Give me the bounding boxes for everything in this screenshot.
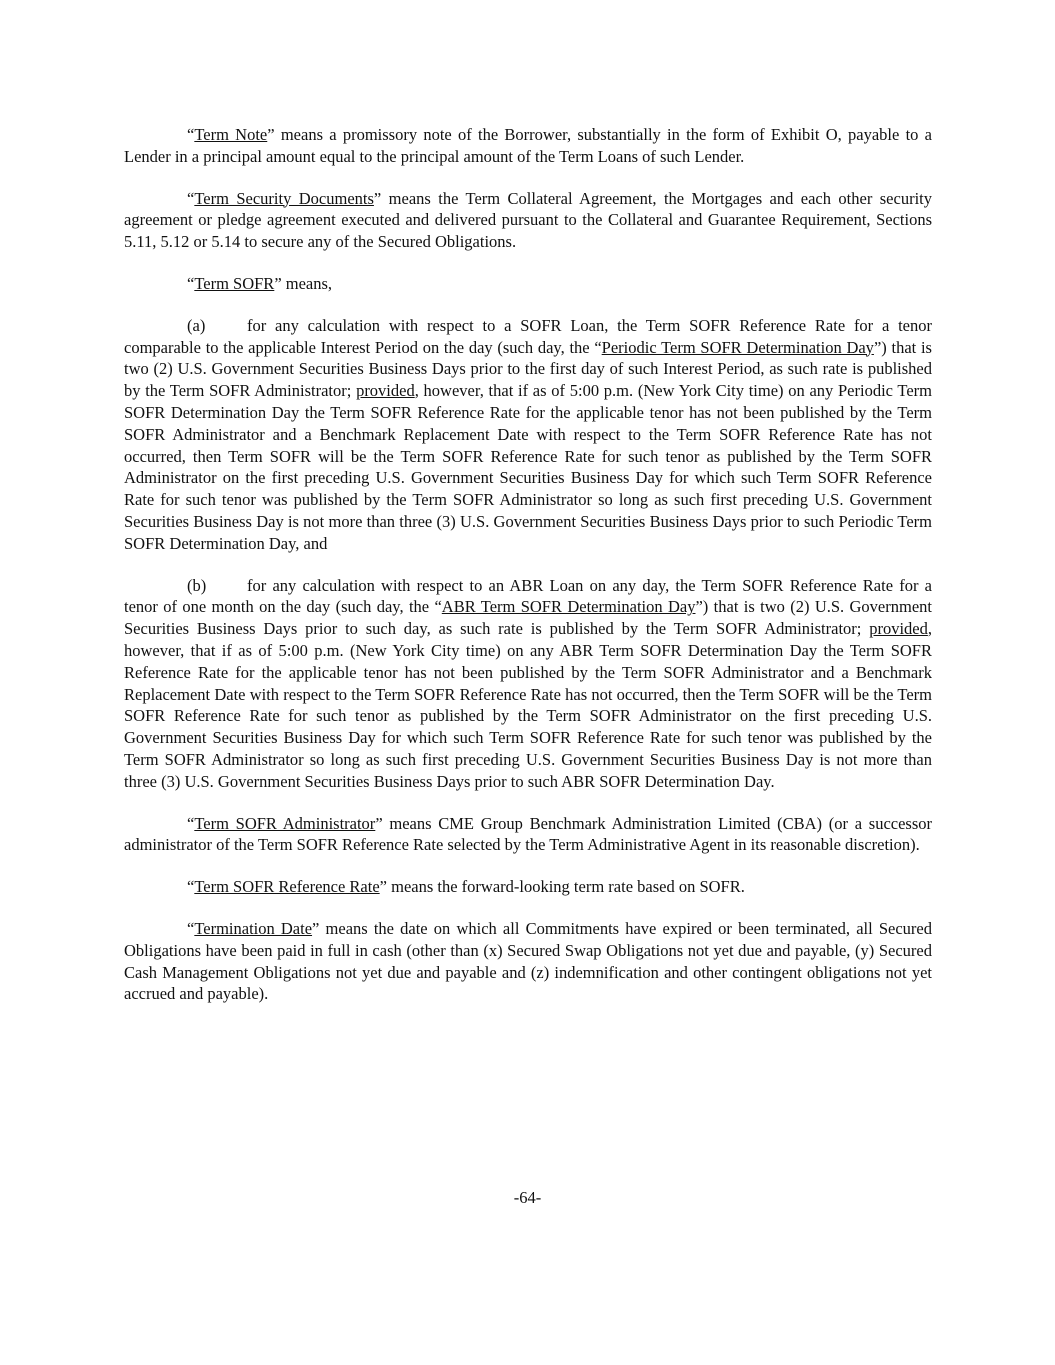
defined-term: ABR Term SOFR Determination Day xyxy=(441,597,696,617)
clause-text: ”) that is two (2) U.S. Government Securities Business Days prior to such day, as such rate is published by the Term SOFR Administrator; xyxy=(124,597,932,639)
clause-text: for any calculation with respect to a SOFR Loan, the Term SOFR Reference Rate for a tenor comparable to the applicable Interest Period on the day (such day, the “ xyxy=(124,315,932,357)
defined-term: Termination Date xyxy=(194,918,313,938)
definition-body: means a promissory note of the Borrower, substantially in the form of Exhibit O, payable to a Lender in a principal amount equal to the principal amount of the Term Loans of such Lender. xyxy=(124,125,932,166)
close-quote: ” xyxy=(274,273,282,293)
definition-term-sofr-administrator xyxy=(124,813,932,857)
close-quote: ” xyxy=(312,918,320,938)
defined-term: Term SOFR Reference Rate xyxy=(194,877,380,897)
provided-term: provided xyxy=(869,619,928,639)
open-quote: “ xyxy=(187,877,195,897)
provided-term: provided xyxy=(356,381,415,401)
defined-term: Periodic Term SOFR Determination Day xyxy=(601,337,874,357)
term-sofr-clause-a xyxy=(124,315,932,555)
definition-term-sofr-reference-rate xyxy=(124,876,932,898)
clause-text: , however, that if as of 5:00 p.m. (New York City time) on any ABR Term SOFR Determination Day the Term SOFR Reference Rate for the applicable tenor has not been published by the Term SOFR Administrator and a Benchmark Replacement Date with respect to the Term SOFR Reference Rate has not occurred, then the Term SOFR will be the Term SOFR Reference Rate for such tenor as published by the Term SOFR Administrator on the first preceding U.S. Government Securities Business Day for which such Term SOFR Reference Rate for such tenor was published by the Term SOFR Administrator so long as such first preceding U.S. Government Securities Business Day is not more than three (3) U.S. Government Securities Business Days prior to such ABR SOFR Determination Day. xyxy=(124,619,932,791)
open-quote: “ xyxy=(187,188,195,208)
definition-body: means the forward-looking term rate based on SOFR. xyxy=(386,877,745,897)
close-quote: ” xyxy=(375,813,383,833)
open-quote: “ xyxy=(187,918,195,938)
page-number: -64- xyxy=(513,1188,542,1207)
open-quote: “ xyxy=(187,273,195,293)
close-quote: ” xyxy=(267,125,275,144)
defined-term: Term Security Documents xyxy=(194,188,374,208)
definition-body: means the Term Collateral Agreement, the Mortgages and each other security agreement or pledge agreement executed and delivered pursuant to the Collateral and Guarantee Requirement, Sections 5.11, 5.12 or 5.14 to secure any of the Secured Obligations. xyxy=(124,188,932,252)
definition-body: means the date on which all Commitments have expired or been terminated, all Secured Obligations have been paid in full in cash (other than (x) Secured Swap Obligations not yet due and payable, (y) Secured Cash Management Obligations not yet due and payable and (z) indemnification and other contingent obligations not yet accrued and payable). xyxy=(124,918,932,1004)
definition-term-sofr xyxy=(124,273,932,295)
clause-text: for any calculation with respect to an ABR Loan on any day, the Term SOFR Reference Rate for a tenor of one month on the day (such day, the “ xyxy=(124,575,932,617)
clause-label: (a) xyxy=(187,315,206,335)
definition-body: means, xyxy=(281,273,333,293)
clause-label: (b) xyxy=(187,575,207,595)
clause-text: , however, that if as of 5:00 p.m. (New York City time) on any Periodic Term SOFR Determination Day the Term SOFR Reference Rate for the applicable tenor has not been published by the Term SOFR Administrator and a Benchmark Replacement Date with respect to the Term SOFR Reference Rate has not occurred, then Term SOFR will be the Term SOFR Reference Rate for such tenor as published by the Term SOFR Administrator on the first preceding U.S. Government Securities Business Day for which such Term SOFR Reference Rate for such tenor was published by the Term SOFR Administrator so long as such first preceding U.S. Government Securities Business Day is not more than three (3) U.S. Government Securities Business Days prior to such Periodic Term SOFR Determination Day, and xyxy=(124,381,932,553)
defined-term: Term SOFR Administrator xyxy=(194,813,376,833)
definition-body: means CME Group Benchmark Administration Limited (CBA) (or a successor administrator of the Term SOFR Reference Rate selected by the Term Administrative Agent in its reasonable discretion). xyxy=(124,813,933,855)
open-quote: “ xyxy=(187,125,195,144)
defined-term: Term SOFR xyxy=(194,273,275,293)
definition-term-security-documents xyxy=(124,188,932,253)
close-quote: ” xyxy=(379,877,387,897)
open-quote: “ xyxy=(187,813,195,833)
defined-term: Term Note xyxy=(194,125,268,144)
definition-term-note xyxy=(124,124,932,168)
definition-termination-date xyxy=(124,918,932,1005)
close-quote: ” xyxy=(373,188,382,208)
clause-text: ”) that is two (2) U.S. Government Securities Business Days prior to the first day of such Interest Period, as such rate is published by the Term SOFR Administrator; xyxy=(124,337,932,401)
term-sofr-clause-b xyxy=(124,575,932,793)
document-page xyxy=(124,124,932,1025)
